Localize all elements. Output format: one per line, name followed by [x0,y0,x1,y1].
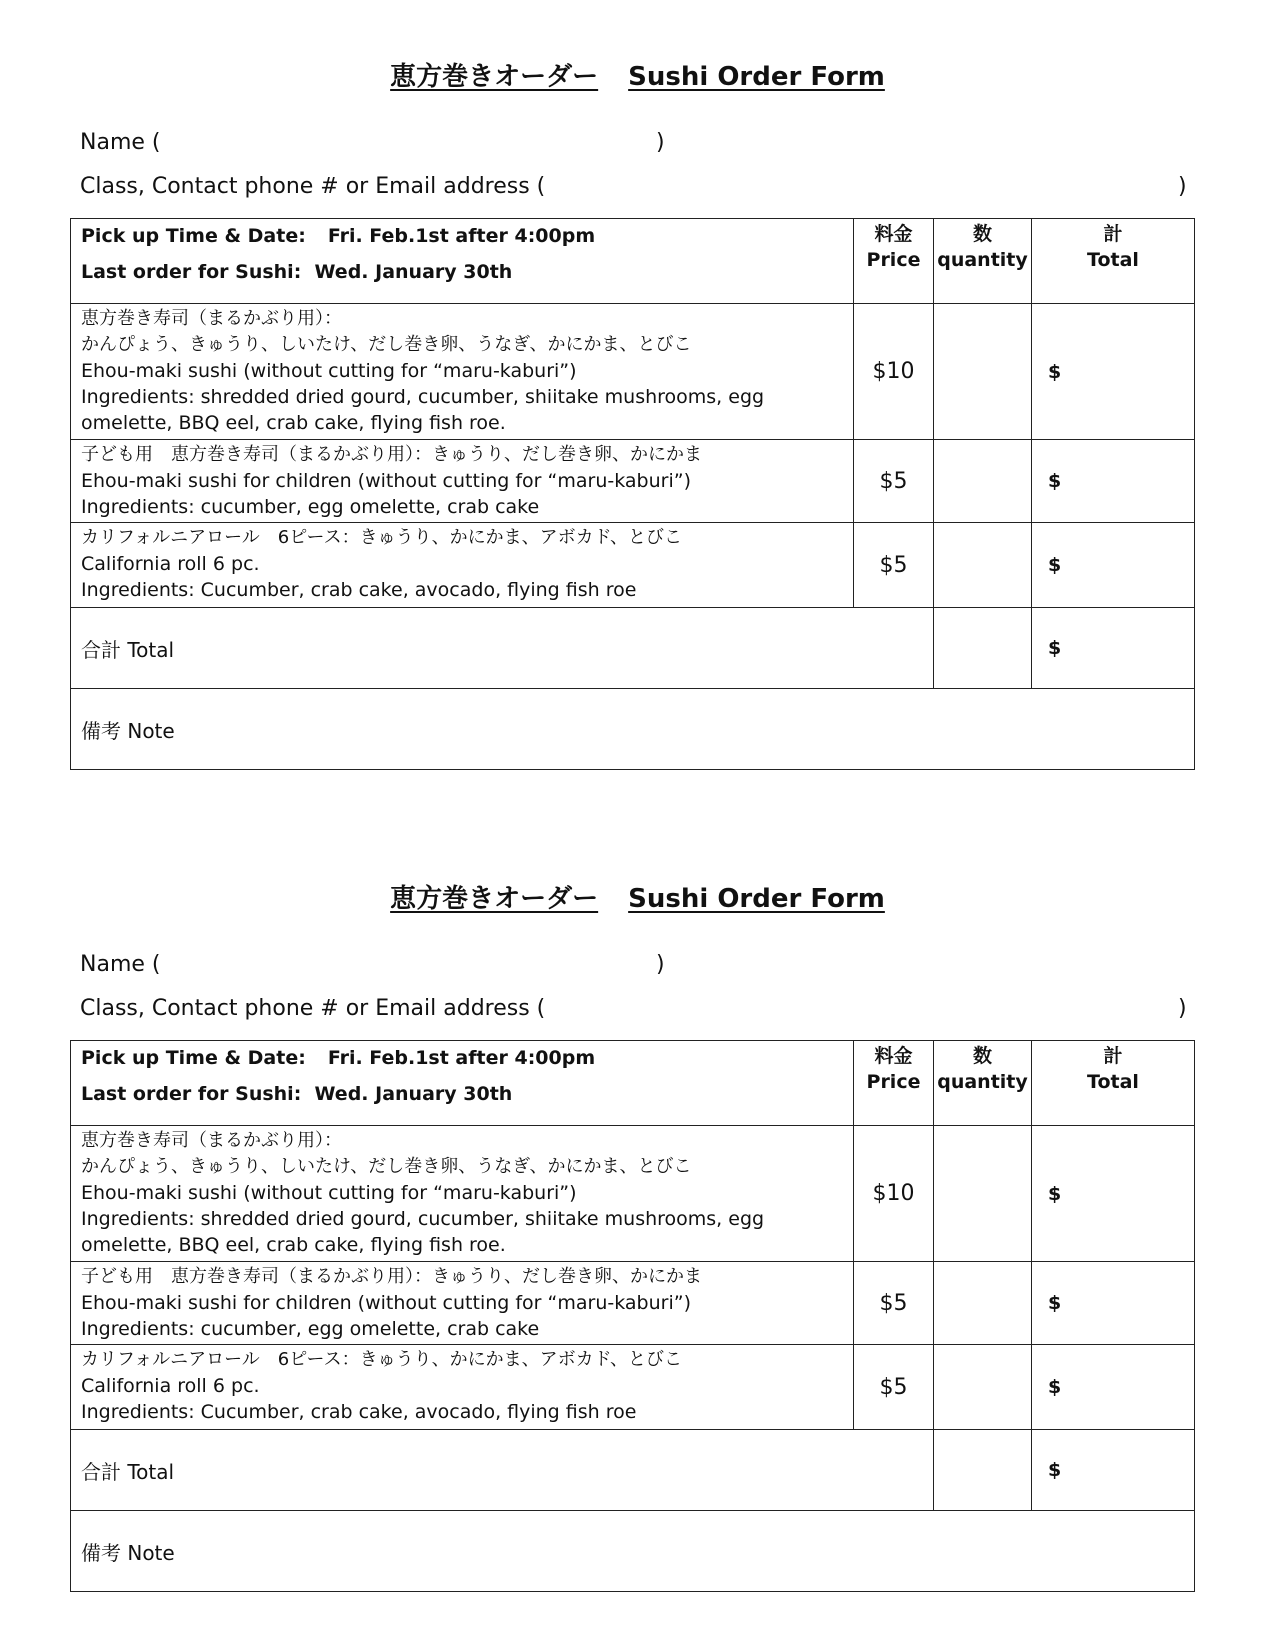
title-jp: 恵方巻きオーダー [390,62,599,92]
item-line: California roll 6 pc. [81,553,260,575]
quantity-header [934,219,1032,304]
note-field[interactable]: 備考 Note [71,1511,1195,1592]
name-close: ) [656,130,665,155]
item-line: omelette, BBQ eel, crab cake, flying fish roe. [81,1234,506,1256]
total-header-jp: 計 [1103,1045,1123,1067]
item-california-roll [71,523,854,608]
item-children-ehoumaki [71,1262,854,1345]
item-line: 恵方巻き寿司（まるかぶり用）： [81,308,342,329]
pickup-info [71,1041,854,1126]
contact-label: Class, Contact phone # or Email address ( [80,174,546,199]
grand-total-label: 合計 Total [71,1430,934,1511]
title-en: Sushi Order Form [628,62,885,92]
total-header-en: Total [1087,249,1139,271]
item-line: Ingredients: cucumber, egg omelette, crab cake [81,1318,540,1340]
contact-label: Class, Contact phone # or Email address ( [80,996,546,1021]
pickup-info [71,219,854,304]
pickup-label: Pick up Time & Date: [81,1047,306,1069]
lastorder-value: Wed. January 30th [314,261,513,283]
price-header [854,219,934,304]
quantity-input[interactable] [934,523,1032,608]
price-header-jp: 料金 [874,223,913,245]
item-price: $5 [854,523,934,608]
note-field[interactable]: 備考 Note [71,689,1195,770]
title-jp: 恵方巻きオーダー [390,884,599,914]
item-ehoumaki [71,1126,854,1262]
grand-total-quantity[interactable] [934,608,1032,689]
name-field[interactable] [80,130,160,155]
item-line: Ehou-maki sushi (without cutting for “maru-kaburi”) [81,1182,577,1204]
item-line: 子ども用 恵方巻き寿司（まるかぶり用）：きゅうり、だし巻き卵、かにかま [81,444,702,465]
order-table [70,1040,1195,1592]
quantity-input[interactable] [934,1345,1032,1430]
item-total[interactable]: $ [1032,1126,1195,1262]
item-line: かんぴょう、きゅうり、しいたけ、だし巻き卵、うなぎ、かにかま、とびこ [81,334,692,355]
order-table [70,218,1195,770]
item-total[interactable]: $ [1032,1345,1195,1430]
item-line: カリフォルニアロール 6ピース：きゅうり、かにかま、アボカド、とびこ [81,1349,682,1370]
item-total[interactable]: $ [1032,1262,1195,1345]
item-line: California roll 6 pc. [81,1375,260,1397]
item-price: $10 [854,1126,934,1262]
item-california-roll [71,1345,854,1430]
grand-total-value[interactable]: $ [1032,608,1195,689]
contact-field[interactable] [80,174,545,199]
item-price: $5 [854,1345,934,1430]
price-header-en: Price [866,1071,921,1093]
pickup-value: Fri. Feb.1st after 4:00pm [327,1047,596,1069]
lastorder-value: Wed. January 30th [314,1083,513,1105]
item-line: Ingredients: Cucumber, crab cake, avocado, flying fish roe [81,579,637,601]
lastorder-label: Last order for Sushi: [81,261,302,283]
item-line: Ehou-maki sushi for children (without cutting for “maru-kaburi”) [81,470,691,492]
item-ehoumaki [71,304,854,440]
quantity-header-en: quantity [937,249,1028,271]
total-header [1032,219,1195,304]
quantity-header-jp: 数 [972,223,992,245]
price-header-en: Price [866,249,921,271]
item-price: $5 [854,1262,934,1345]
form-title [0,878,1275,915]
item-line: Ingredients: cucumber, egg omelette, crab cake [81,496,540,518]
grand-total-value[interactable]: $ [1032,1430,1195,1511]
item-line: 恵方巻き寿司（まるかぶり用）： [81,1130,342,1151]
form-title [0,56,1275,93]
item-line: Ingredients: Cucumber, crab cake, avocado, flying fish roe [81,1401,637,1423]
name-label: Name ( [80,130,161,155]
name-close: ) [656,952,665,977]
contact-close: ) [1178,996,1187,1021]
item-children-ehoumaki [71,440,854,523]
quantity-header [934,1041,1032,1126]
price-header-jp: 料金 [874,1045,913,1067]
total-header-en: Total [1087,1071,1139,1093]
item-price: $10 [854,304,934,440]
item-line: カリフォルニアロール 6ピース：きゅうり、かにかま、アボカド、とびこ [81,527,682,548]
pickup-label: Pick up Time & Date: [81,225,306,247]
quantity-input[interactable] [934,304,1032,440]
item-line: Ehou-maki sushi (without cutting for “maru-kaburi”) [81,360,577,382]
item-line: Ingredients: shredded dried gourd, cucumber, shiitake mushrooms, egg [81,1208,765,1230]
pickup-value: Fri. Feb.1st after 4:00pm [327,225,596,247]
quantity-input[interactable] [934,1262,1032,1345]
quantity-input[interactable] [934,1126,1032,1262]
grand-total-quantity[interactable] [934,1430,1032,1511]
item-total[interactable]: $ [1032,440,1195,523]
title-en: Sushi Order Form [628,884,885,914]
item-line: かんぴょう、きゅうり、しいたけ、だし巻き卵、うなぎ、かにかま、とびこ [81,1156,692,1177]
total-header [1032,1041,1195,1126]
grand-total-label: 合計 Total [71,608,934,689]
total-header-jp: 計 [1103,223,1123,245]
name-label: Name ( [80,952,161,977]
item-total[interactable]: $ [1032,523,1195,608]
quantity-input[interactable] [934,440,1032,523]
price-header [854,1041,934,1126]
name-field[interactable] [80,952,160,977]
item-line: 子ども用 恵方巻き寿司（まるかぶり用）：きゅうり、だし巻き卵、かにかま [81,1266,702,1287]
contact-close: ) [1178,174,1187,199]
item-price: $5 [854,440,934,523]
quantity-header-en: quantity [937,1071,1028,1093]
contact-field[interactable] [80,996,545,1021]
item-total[interactable]: $ [1032,304,1195,440]
item-line: Ingredients: shredded dried gourd, cucumber, shiitake mushrooms, egg [81,386,765,408]
lastorder-label: Last order for Sushi: [81,1083,302,1105]
item-line: omelette, BBQ eel, crab cake, flying fish roe. [81,412,506,434]
item-line: Ehou-maki sushi for children (without cutting for “maru-kaburi”) [81,1292,691,1314]
quantity-header-jp: 数 [972,1045,992,1067]
